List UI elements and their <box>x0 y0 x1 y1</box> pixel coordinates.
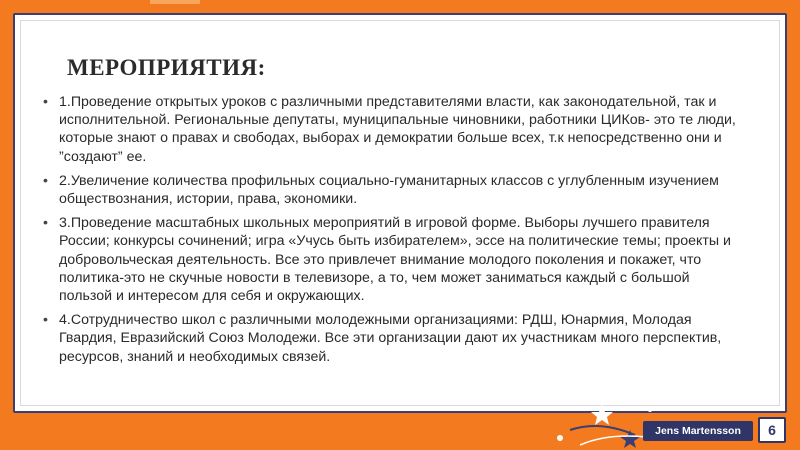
slide-title: МЕРОПРИЯТИЯ: <box>67 55 266 80</box>
bullet-icon: • <box>43 94 48 110</box>
list-item-text: 3.Проведение масштабных школьных мероприятий в игровой форме. Выборы лучшего правителя России; конкурсы сочинений; игра «Учусь быть избирателем», эссе на политические темы; проекты и добровольческая деятельность. Все это привлечет внимание молодого поколения и покажет, что политика-это не скучные новости в телевизоре, а то, чем может заниматься каждый с большой пользой и интересом для себя и окружающих. <box>59 215 731 305</box>
bullet-icon: • <box>43 312 48 329</box>
list-item <box>43 214 743 305</box>
list-item-text: 2.Увеличение количества профильных социально-гуманитарных классов с углубленным изучением обществознания, истории, права, экономики. <box>59 172 719 208</box>
list-item-text: 1.Проведение открытых уроков с различными представителями власти, как законодательной, так и исполнительной. Региональные депутаты, муниципальные чиновники, работники ЦИКов- это те люди, которые знают о правах и свободах, выборах и демократии больше всех, т.к непосредственно они и ”создают” ее. <box>59 94 736 165</box>
list-item <box>43 172 743 208</box>
bullet-icon: • <box>43 172 48 189</box>
slide-card <box>13 13 787 413</box>
list-item <box>43 93 743 166</box>
list-item <box>43 311 743 366</box>
bullet-list <box>43 93 743 372</box>
bullet-icon: • <box>43 215 48 232</box>
author-badge: Jens Martensson <box>643 421 753 441</box>
top-decor-strip <box>150 0 200 4</box>
stars-decoration-icon <box>540 390 680 450</box>
page-number: 6 <box>758 417 786 443</box>
list-item-text: 4.Сотрудничество школ с различными молодежными организациями: РДШ, Юнармия, Молодая Гвардия, Евразийский Союз Молодежи. Все эти организации дают их участникам много перспектив, ресурсов, знаний и необходимых связей. <box>59 312 722 365</box>
